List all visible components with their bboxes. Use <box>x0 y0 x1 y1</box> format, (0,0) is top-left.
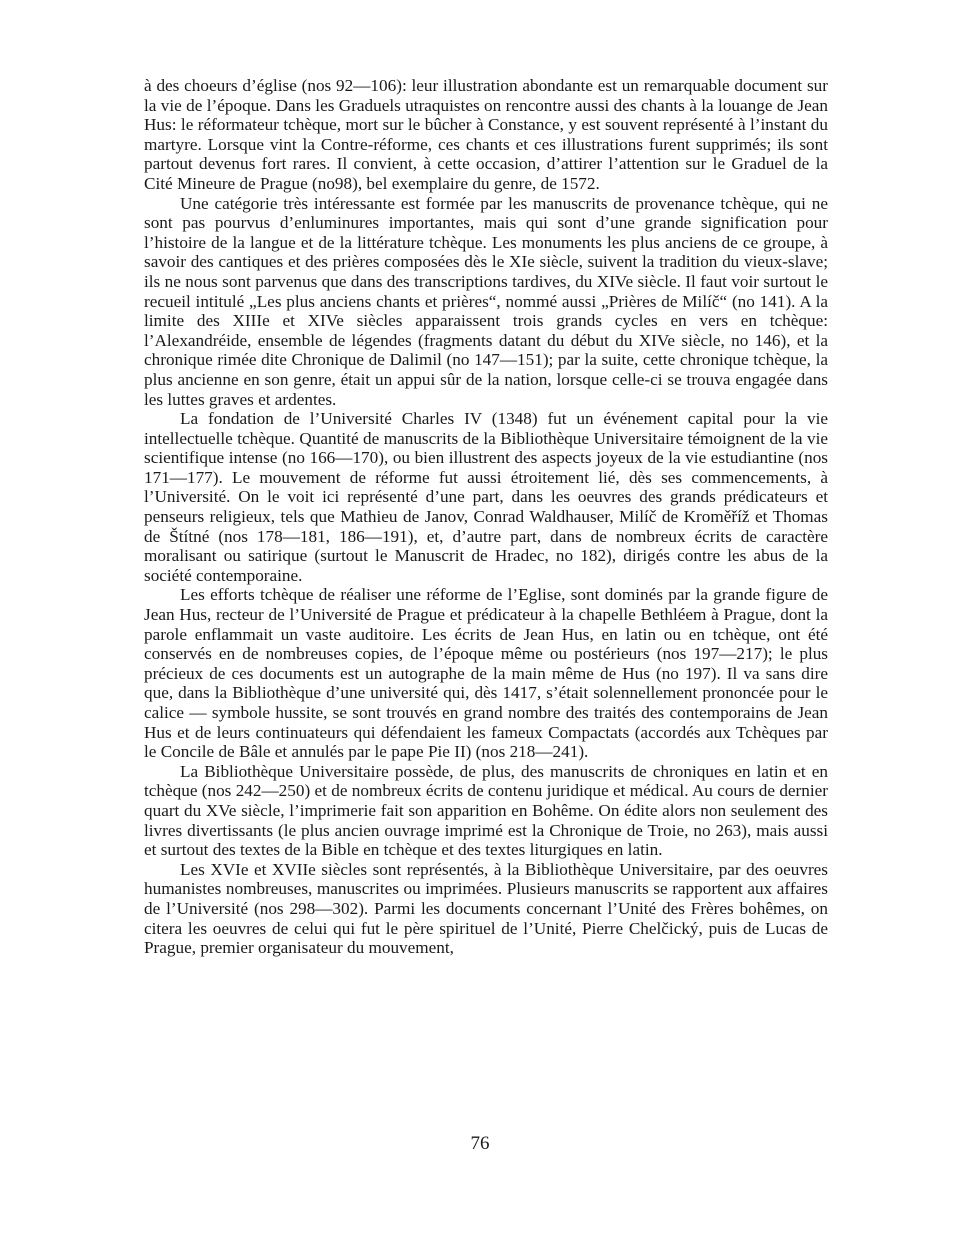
paragraph-3: La fondation de l’Université Charles IV (1348) fut un événement capital pour la vie intellectuelle tchèque. Quantité de manuscrits de la Bibliothèque Universitaire témoignent de la vie scientifique intense (no 166—170), ou bien illustrent des aspects joyeux de la vie estudiantine (nos 171—177). Le mouvement de réforme fut aussi étroitement lié, dès ses commencements, à l’Université. On le voit ici représenté d’une part, dans les oeuvres des grands prédicateurs et penseurs religieux, tels que Mathieu de Janov, Conrad Waldhauser, Milíč de Kroměříž et Thomas de Štítné (nos 178—181, 186—191), et, d’autre part, dans de nombreux écrits de caractère moralisant ou satirique (surtout le Manuscrit de Hradec, no 182), dirigés contre les abus de la société contemporaine. <box>144 409 828 585</box>
paragraph-5: La Bibliothèque Universitaire possède, de plus, des manuscrits de chroniques en latin et en tchèque (nos 242—250) et de nombreux écrits de contenu juridique et médical. Au cours de dernier quart du XVe siècle, l’imprimerie fait son apparition en Bohême. On édite alors non seulement des livres divertissants (le plus ancien ouvrage imprimé est la Chronique de Troie, no 263), mais aussi et surtout des textes de la Bible en tchèque et des textes liturgiques en latin. <box>144 761 828 860</box>
paragraph-1: à des choeurs d’église (nos 92—106): leur illustration abondante est un remarquable document sur la vie de l’époque. Dans les Graduels utraquistes on rencontre aussi des chants à la louange de Jean Hus: le réformateur tchèque, mort sur le bûcher à Constance, y est souvent représenté à l’instant du martyre. Lorsque vint la Contre-réforme, ces chants et ces illustrations furent supprimés; ils sont partout devenus fort rares. Il convient, à cette occasion, d’attirer l’attention sur le Graduel de la Cité Mineure de Prague (no98), bel exemplaire du genre, de 1572. <box>144 76 828 193</box>
paragraph-4: Les efforts tchèque de réaliser une réforme de l’Eglise, sont dominés par la grande figure de Jean Hus, recteur de l’Université de Prague et prédicateur à la chapelle Bethléem à Prague, dont la parole enflammait un vaste auditoire. Les écrits de Jean Hus, en latin ou en tchèque, ont été conservés en de nombreuses copies, de l’époque même ou postérieurs (nos 197—217); le plus précieux de ces documents est un autographe de la main même de Hus (no 197). Il va sans dire que, dans la Bibliothèque d’une université qui, dès 1417, s’était solennellement prononcée pour le calice — symbole hussite, se sont trouvés en grand nombre des traités des contemporains de Jean Hus et de leurs continuateurs qui défendaient les fameux Compactats (accordés aux Tchèques par le Concile de Bâle et annulés par le pape Pie II) (nos 218—241). <box>144 585 828 762</box>
page-number: 76 <box>470 1133 490 1154</box>
paragraph-2: Une catégorie très intéressante est formée par les manuscrits de provenance tchèque, qui ne sont pas pourvus d’enluminures importantes, mais qui sont d’une grande signification pour l’histoire de la langue et de la littérature tchèque. Les monuments les plus anciens de ce groupe, à savoir des cantiques et des prières composées dès le XIe siècle, suivent la tradition du vieux-slave; ils ne nous sont parvenus que dans des transcriptions tardives, du XIVe siècle. Il faut voir surtout le recueil intitulé „Les plus anciens chants et prières“, nommé aussi „Prières de Milíč“ (no 141). A la limite des XIIIe et XIVe siècles apparaissent trois grands cycles en vers en tchèque: l’Alexandréide, ensemble de légendes (fragments datant du début du XIVe siècle, no 146), et la chronique rimée dite Chronique de Dalimil (no 147—151); par la suite, cette chronique tchèque, la plus ancienne en son genre, était un appui sûr de la nation, lorsque celle-ci se trouva engagée dans les luttes graves et ardentes. <box>144 193 828 409</box>
paragraph-6: Les XVIe et XVIIe siècles sont représentés, à la Bibliothèque Universitaire, par des oeuvres humanistes nombreuses, manuscrites ou imprimées. Plusieurs manuscrits se rapportent aux affaires de l’Université (nos 298—302). Parmi les documents concernant l’Unité des Frères bohêmes, on citera les oeuvres de celui qui fut le père spirituel de l’Unité, Pierre Chelčický, puis de Lucas de Prague, premier organisateur du mouvement, <box>144 859 828 958</box>
body-text <box>144 76 828 958</box>
